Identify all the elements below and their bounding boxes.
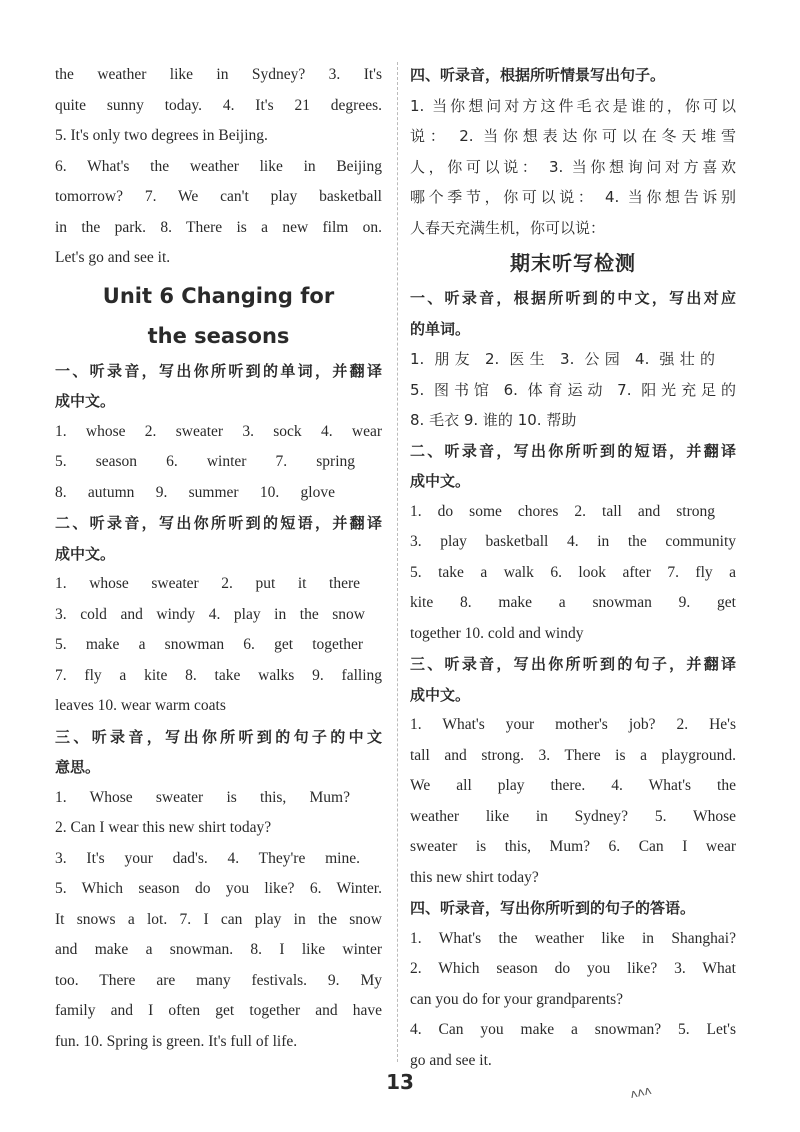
section-heading: 意思。: [55, 758, 101, 776]
answer-line: 1. do some chores 2. tall and strong: [410, 502, 715, 520]
answer-line: 1. 当你想问对方这件毛衣是谁的，你可以: [410, 96, 736, 115]
left-column: [55, 60, 382, 1057]
text-line: tomorrow? 7. We can't play basketball: [55, 188, 382, 205]
answer-line: 5. Which season do you like? 6. Winter.: [55, 880, 382, 897]
section-heading: 一、听录音，根据所听到的中文，写出对应: [410, 289, 736, 307]
answer-line: 1. whose 2. sweater 3. sock 4. wear: [55, 422, 382, 440]
section-heading: 四、听录音，写出你所听到的句子的答语。: [410, 899, 696, 917]
answer-line: weather like in Sydney? 5. Whose: [410, 807, 736, 825]
answer-line: 1. whose sweater 2. put it there: [55, 575, 360, 592]
answer-line: 1. Whose sweater is this, Mum?: [55, 788, 350, 806]
section-heading: 成中文。: [55, 392, 116, 410]
text-line: quite sunny today. 4. It's 21 degrees.: [55, 96, 382, 114]
page-number: 13: [386, 1070, 414, 1094]
answer-line: 5. season 6. winter 7. spring: [55, 453, 355, 470]
answer-line: 7. fly a kite 8. take walks 9. falling: [55, 666, 382, 684]
answer-line: sweater is this, Mum? 6. Can I wear: [410, 838, 736, 855]
answer-line: It snows a lot. 7. I can play in the snow: [55, 910, 382, 928]
answer-line: leaves 10. wear warm coats: [55, 697, 226, 714]
text-line: the weather like in Sydney? 3. It's: [55, 66, 382, 83]
section-heading: 二、听录音，写出你所听到的短语，并翻译: [410, 441, 736, 460]
answer-line: 4. Can you make a snowman? 5. Let's: [410, 1021, 736, 1038]
answer-line: 哪个季节，你可以说： 4. 当你想告诉别: [410, 188, 736, 206]
answer-line: 3. play basketball 4. in the community: [410, 533, 736, 550]
answer-line: 1. What's your mother's job? 2. He's: [410, 716, 736, 733]
answer-line: go and see it.: [410, 1051, 492, 1069]
answer-line: We all play there. 4. What's the: [410, 777, 736, 794]
right-column: [410, 60, 736, 1076]
column-divider: [397, 62, 398, 1062]
section-heading: 一、听录音，写出你所听到的单词，并翻译: [55, 361, 382, 380]
section-heading: 三、听录音，写出你所听到的句子，并翻译: [410, 655, 736, 673]
answer-line: can you do for your grandparents?: [410, 990, 624, 1008]
section-heading: 四、听录音，根据所听情景写出句子。: [410, 66, 666, 84]
answer-line: 8. autumn 9. summer 10. glove: [55, 483, 335, 501]
answer-line: 人，你可以说： 3. 当你想询问对方喜欢: [410, 157, 736, 176]
answer-line: 3. cold and windy 4. play in the snow: [55, 605, 365, 623]
answer-line: 1. What's the weather like in Shanghai?: [410, 929, 736, 947]
section-heading: 成中文。: [55, 544, 116, 563]
unit-title-line1: Unit 6 Changing for: [102, 283, 335, 308]
answer-line: 2. Which season do you like? 3. What: [410, 960, 736, 977]
handwritten-mark: ᴧᴧᴧ: [628, 1082, 653, 1102]
section-heading: 成中文。: [410, 472, 471, 490]
section-heading: 的单词。: [410, 319, 471, 338]
section-heading: 成中文。: [410, 685, 471, 704]
answer-line: family and I often get together and have: [55, 1002, 382, 1019]
answer-line: 8. 毛衣 9. 谁的 10. 帮助: [410, 411, 577, 429]
answer-line: 说： 2. 当你想表达你可以在冬天堆雪: [410, 127, 736, 145]
text-line: 5. It's only two degrees in Beijing.: [55, 127, 268, 144]
answer-line: together 10. cold and windy: [410, 624, 584, 642]
text-line: Let's go and see it.: [55, 249, 171, 266]
answer-line: tall and strong. 3. There is a playground.: [410, 746, 736, 764]
section-heading: 三、听录音，写出你所听到的句子的中文: [55, 727, 382, 746]
answer-line: 5. make a snowman 6. get together: [55, 636, 363, 653]
text-line: in the park. 8. There is a new film on.: [55, 218, 382, 236]
answer-line: too. There are many festivals. 9. My: [55, 971, 382, 989]
answer-line: 2. Can I wear this new shirt today?: [55, 819, 272, 836]
text-line: 6. What's the weather like in Beijing: [55, 157, 382, 175]
answer-line: this new shirt today?: [410, 868, 539, 886]
answer-line: fun. 10. Spring is green. It's full of life.: [55, 1032, 298, 1050]
answer-line: and make a snowman. 8. I like winter: [55, 941, 382, 958]
section-heading: 二、听录音，写出你所听到的短语，并翻译: [55, 514, 382, 532]
answer-line: kite 8. make a snowman 9. get: [410, 594, 736, 611]
unit-title-line2: the seasons: [147, 323, 290, 348]
answer-line: 1. 朋友 2. 医生 3. 公园 4. 强壮的: [410, 350, 715, 368]
answer-line: 5. 图书馆 6. 体育运动 7. 阳光充足的: [410, 380, 736, 399]
answer-line: 5. take a walk 6. look after 7. fly a: [410, 563, 736, 581]
answer-line: 3. It's your dad's. 4. They're mine.: [55, 849, 360, 867]
answer-line: 人春天充满生机，你可以说：: [410, 218, 606, 237]
exam-title: 期末听写检测: [510, 251, 636, 275]
